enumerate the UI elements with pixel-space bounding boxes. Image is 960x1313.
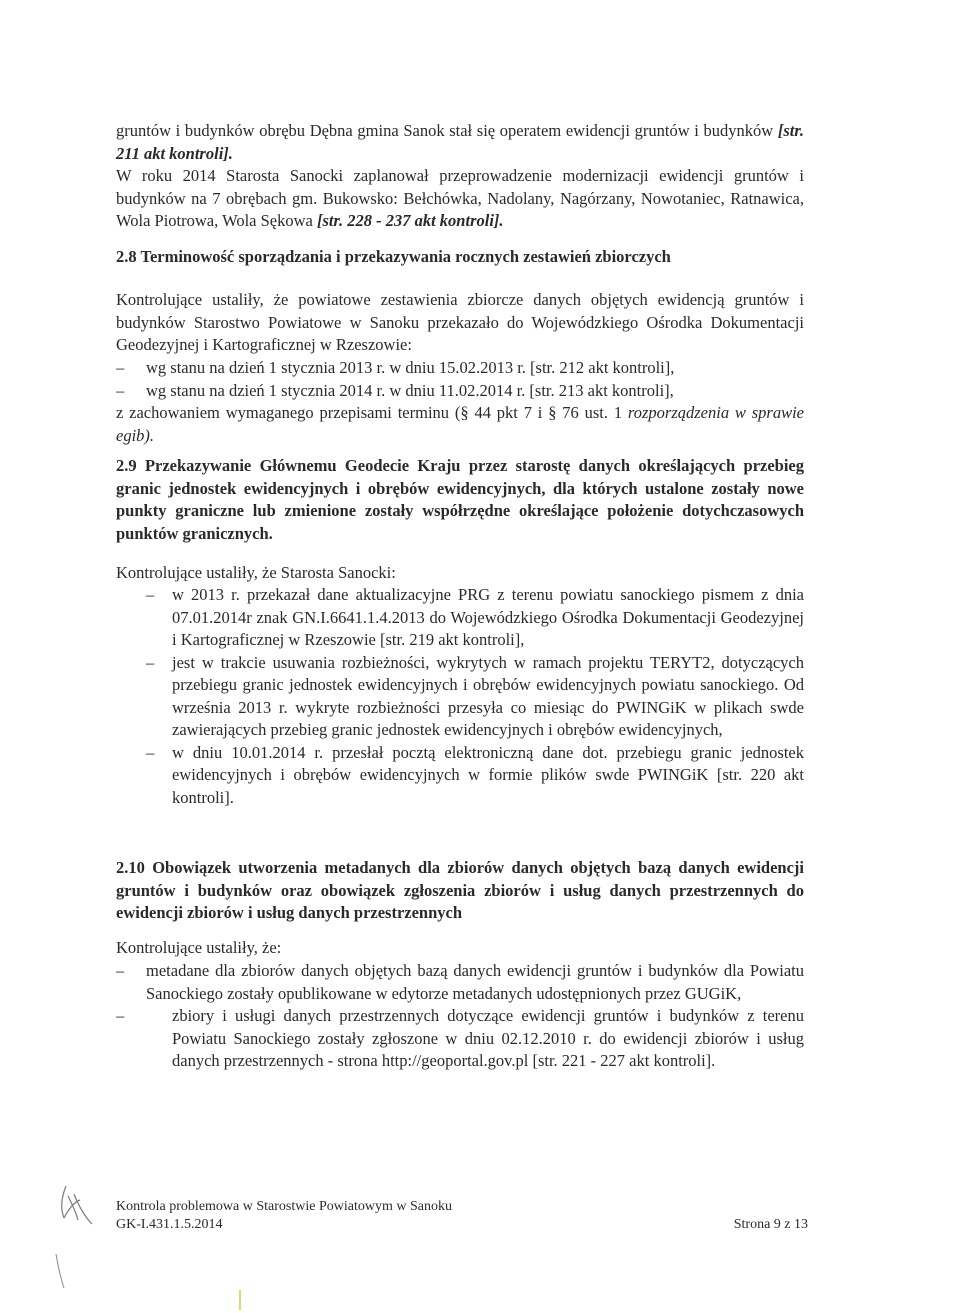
list-item: – w dniu 10.01.2014 r. przesłał pocztą elektroniczną dane dot. przebiegu granic jednostek ewidencyjnych i obrębów ewidencyjnych w formie plików swde PWINGiK [str. 220 akt kontroli]. xyxy=(146,742,804,807)
section-2-9-intro: Kontrolujące ustaliły, że Starosta Sanocki: xyxy=(116,563,396,582)
section-2-10-list xyxy=(116,960,804,1073)
dash-bullet: – xyxy=(146,652,155,672)
intro-ref-1: [str. 211 akt kontroli]. xyxy=(116,121,804,163)
section-2-8-heading: 2.8 Terminowość sporządzania i przekazywania rocznych zestawień zbiorczych xyxy=(116,247,671,266)
dash-bullet: – xyxy=(116,380,125,400)
intro-text-2: W roku 2014 Starosta Sanocki zaplanował przeprowadzenie modernizacji ewidencji gruntów i budynków na 7 obrębach gm. Bukowsko: Bełchówka, Nadolany, Nagórzany, Nowotaniec, Ratnawica, Wola Piotrowa, Wola Sękowa xyxy=(116,166,804,230)
list-item: – zbiory i usługi danych przestrzennych dotyczące ewidencji gruntów i budynków z terenu Powiatu Sanockiego zostały zgłoszone w dniu 02.12.2010 r. do ewidencji zbiorów i usług danych przestrzennych - strona http://geoportal.gov.pl [str. 221 - 227 akt kontroli]. xyxy=(116,1006,804,1070)
section-2-8-closing: z zachowaniem wymaganego przepisami terminu (§ 44 pkt 7 i § 76 ust. 1 rozporządzenia w sprawie egib). xyxy=(116,403,804,445)
dash-bullet: – xyxy=(116,358,125,377)
section-2-10-intro: Kontrolujące ustaliły, że: xyxy=(116,938,282,957)
section-2-9-heading: 2.9 Przekazywanie Głównemu Geodecie Kraju przez starostę danych określających przebieg granic jednostek ewidencyjnych i obrębów ewidencyjnych, dla których ustalone zostały nowe punkty graniczne lub zmienione zostały współrzędne określające położenie dotychczasowych punktów granicznych. xyxy=(116,456,804,543)
intro-text-1: gruntów i budynków obrębu Dębna gmina Sanok stał się operatem ewidencji gruntów i budynków xyxy=(116,121,778,140)
list-item: – wg stanu na dzień 1 stycznia 2014 r. w dniu 11.02.2014 r. [str. 213 akt kontroli], xyxy=(116,380,804,403)
footer-title: Kontrola problemowa w Starostwie Powiatowym w Sanoku xyxy=(116,1199,452,1214)
intro-paragraph-2 xyxy=(116,165,804,233)
section-2-10-heading: 2.10 Obowiązek utworzenia metadanych dla zbiorów danych objętych bazą danych ewidencji gruntów i budynków oraz obowiązek zgłoszenia zbiorów i usług danych przestrzennych do ewidencji zbiorów i usług danych przestrzennych xyxy=(116,858,804,922)
list-item: – wg stanu na dzień 1 stycznia 2013 r. w dniu 15.02.2013 r. [str. 212 akt kontroli], xyxy=(116,357,804,380)
dash-bullet: – xyxy=(146,742,155,762)
section-2-8-paragraph: Kontrolujące ustaliły, że powiatowe zestawienia zbiorcze danych objętych ewidencją gruntów i budynków Starostwo Powiatowe w Sanoku przekazało do Wojewódzkiego Ośrodka Dokumentacji Geodezyjnej i Kartograficznej w Rzeszowie: xyxy=(116,290,804,354)
intro-paragraph-1 xyxy=(116,120,804,165)
dash-bullet: – xyxy=(116,1006,125,1025)
footer-reference: GK-I.431.1.5.2014 xyxy=(116,1217,223,1232)
intro-ref-2: [str. 228 - 237 akt kontroli]. xyxy=(316,211,504,230)
list-item: – w 2013 r. przekazał dane aktualizacyjne PRG z terenu powiatu sanockiego pismem z dnia 07.01.2014r znak GN.I.6641.1.4.2013 do Wojewódzkiego Ośrodka Dokumentacji Geodezyjnej i Kartograficznej w Rzeszowie [str. 219 akt kontroli], xyxy=(146,585,804,649)
page-number: Strona 9 z 13 xyxy=(733,1217,808,1232)
list-item: – metadane dla zbiorów danych objętych bazą danych ewidencji gruntów i budynków dla Powiatu Sanockiego zostały opublikowane w edytorze metadanych udostępnionych przez GUGiK, xyxy=(116,961,804,1003)
handwritten-initials-mark xyxy=(44,1176,114,1306)
dash-bullet: – xyxy=(116,961,125,980)
section-2-9-list xyxy=(116,584,804,809)
scan-artifact-mark xyxy=(230,1288,250,1313)
list-item: – jest w trakcie usuwania rozbieżności, wykrytych w ramach projektu TERYT2, dotyczących przebiegu granic jednostek ewidencyjnych i obrębów ewidencyjnych powiatu sanockiego. Od września 2013 r. wykryte rozbieżności przesyła co miesiąc do PWINGiK w plikach swde zawierających przebieg granic jednostek ewidencyjnych i obrębów ewidencyjnych, xyxy=(146,652,804,739)
section-2-8-list xyxy=(116,357,804,402)
page-footer xyxy=(116,1198,808,1234)
dash-bullet: – xyxy=(146,585,155,604)
